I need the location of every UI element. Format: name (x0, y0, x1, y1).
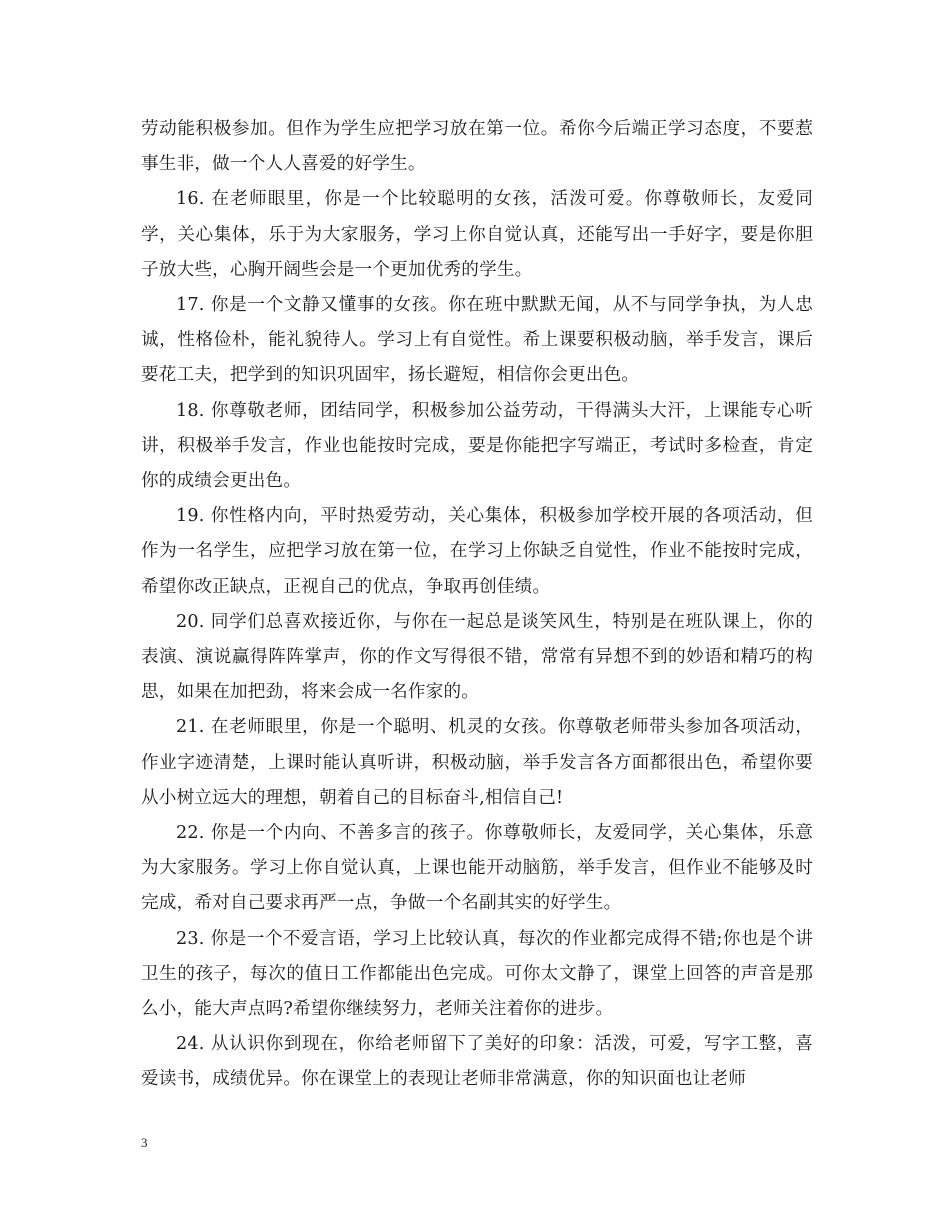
paragraph-item-21: 21. 在老师眼里，你是一个聪明、机灵的女孩。你尊敬老师带头参加各项活动，作业字迹清楚，上课时能认真听讲，积极动脑，举手发言各方面都很出色，希望你要从小树立远大的理想，朝着自己的目标奋斗,相信自己! (141, 717, 813, 808)
paragraph-item-17: 17. 你是一个文静又懂事的女孩。你在班中默默无闻，从不与同学争执，为人忠诚，性格俭朴，能礼貌待人。学习上有自觉性。希上课要积极动脑，举手发言，课后要花工夫，把学到的知识巩固牢，扬长避短，相信你会更出色。 (141, 295, 813, 386)
paragraph-item-20: 20. 同学们总喜欢接近你，与你在一起总是谈笑风生，特别是在班队课上，你的表演、演说赢得阵阵掌声，你的作文写得很不错，常常有异想不到的妙语和精巧的构思，如果在加把劲，将来会成一名作家的。 (141, 611, 813, 703)
paragraph-item-18: 18. 你尊敬老师，团结同学，积极参加公益劳动，干得满头大汗，上课能专心听讲，积极举手发言，作业也能按时完成，要是你能把字写端正，考试时多检查，肯定你的成绩会更出色。 (141, 400, 813, 492)
paragraph-continuation: 劳动能积极参加。但作为学生应把学习放在第一位。希你今后端正学习态度，不要惹事生非，做一个人人喜爱的好学生。 (141, 119, 813, 175)
paragraph-item-22: 22. 你是一个内向、不善多言的孩子。你尊敬师长，友爱同学，关心集体，乐意为大家服务。学习上你自觉认真，上课也能开动脑筋，举手发言，但作业不能够及时完成，希对自己要求再严一点，争做一个名副其实的好学生。 (141, 823, 813, 914)
paragraph-item-24: 24. 从认识你到现在，你给老师留下了美好的印象：活泼，可爱，写字工整，喜爱读书，成绩优异。你在课堂上的表现让老师非常满意，你的知识面也让老师 (141, 1034, 813, 1090)
document-body (141, 112, 813, 1098)
page-number: 3 (141, 1135, 148, 1150)
paragraph-item-23: 23. 你是一个不爱言语，学习上比较认真，每次的作业都完成得不错;你也是个讲卫生的孩子，每次的值日工作都能出色完成。可你太文静了，课堂上回答的声音是那么小，能大声点吗?希望你继续努力，老师关注着你的进步。 (141, 928, 813, 1020)
paragraph-item-16: 16. 在老师眼里，你是一个比较聪明的女孩，活泼可爱。你尊敬师长，友爱同学，关心集体，乐于为大家服务，学习上你自觉认真，还能写出一手好字，要是你胆子放大些，心胸开阔些会是一个更加优秀的学生。 (141, 189, 813, 280)
paragraph-item-19: 19. 你性格内向，平时热爱劳动，关心集体，积极参加学校开展的各项活动，但作为一名学生，应把学习放在第一位，在学习上你缺乏自觉性，作业不能按时完成，希望你改正缺点，正视自己的优点，争取再创佳绩。 (141, 506, 813, 597)
